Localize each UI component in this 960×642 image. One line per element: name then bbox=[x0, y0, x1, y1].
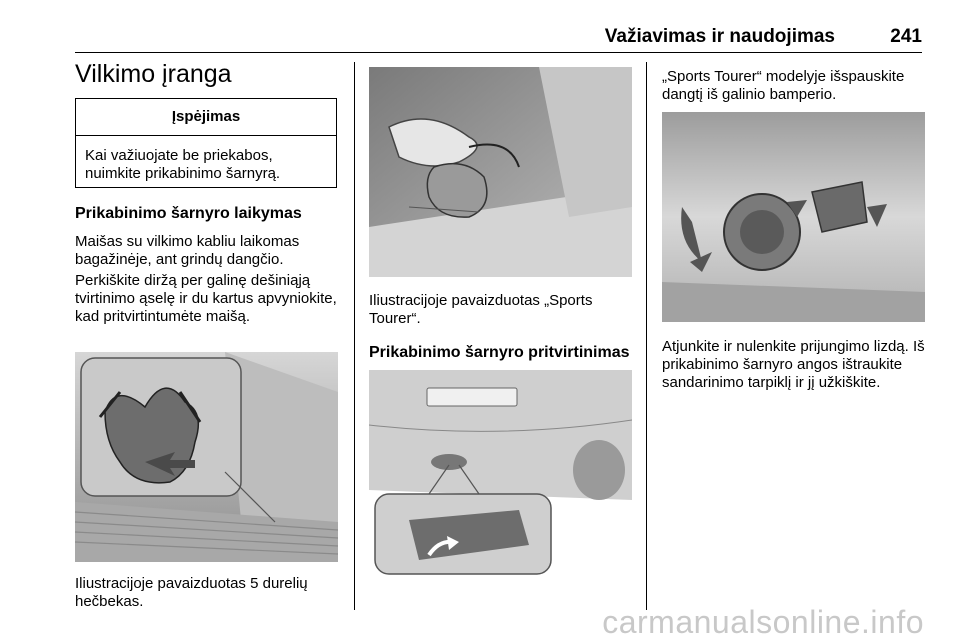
figure-rear-bumper bbox=[369, 370, 632, 580]
paragraph-storage-2: Perkiškite diržą per galinę dešiniąją tvirtinimo ąselę ir du kartus apvyniokite, kad pritvirtintumėte maišą. bbox=[75, 272, 337, 325]
figure-socket bbox=[662, 112, 925, 322]
subheading-attachment: Prikabinimo šarnyro pritvirtinimas bbox=[369, 344, 630, 361]
warning-text: Kai važiuojate be priekabos, nuimkite prikabinimo šarnyrą. bbox=[85, 147, 281, 182]
column-divider-1 bbox=[354, 62, 355, 610]
paragraph-storage-1: Maišas su vilkimo kabliu laikomas bagažinėje, ant grindų dangčio. bbox=[75, 233, 300, 268]
section-title: Vilkimo įranga bbox=[75, 60, 232, 88]
header-title: Važiavimas ir naudojimas bbox=[604, 26, 835, 47]
watermark: carmanualsonline.info bbox=[602, 604, 924, 640]
page-number: 241 bbox=[890, 26, 922, 47]
header-rule bbox=[75, 52, 922, 53]
column-divider-2 bbox=[646, 62, 647, 610]
figure-bag-stored bbox=[369, 67, 632, 277]
warning-box bbox=[75, 98, 337, 188]
subheading-storage: Prikabinimo šarnyro laikymas bbox=[75, 205, 302, 222]
paragraph-socket-disconnect: Atjunkite ir nulenkite prijungimo lizdą. Iš prikabinimo šarnyro angos ištraukite sandarinimo tarpiklį ir jį užkiškite. bbox=[662, 338, 925, 391]
paragraph-cover-removal: „Sports Tourer“ modelyje išspauskite dangtį iš galinio bamperio. bbox=[662, 68, 905, 103]
figure-bag-in-trunk bbox=[75, 352, 338, 562]
caption-sports-tourer: Iliustracijoje pavaizduotas „Sports Tourer“. bbox=[369, 292, 593, 327]
warning-title: Įspėjimas bbox=[76, 99, 336, 136]
caption-hatchback: Iliustracijoje pavaizduotas 5 durelių hečbekas. bbox=[75, 575, 308, 610]
